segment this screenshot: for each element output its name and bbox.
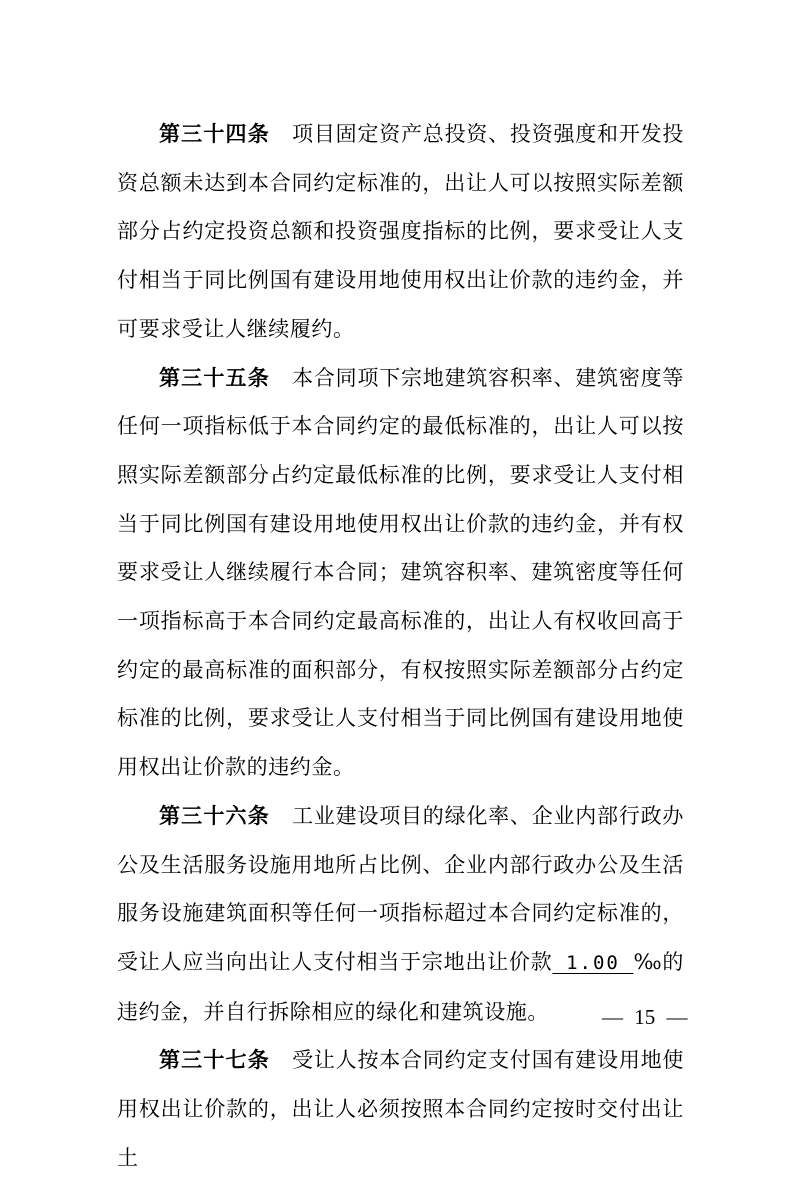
fill-in-value: 1.00 <box>552 951 634 974</box>
article-36 <box>117 792 684 1037</box>
footer-dash-left: — <box>602 1005 623 1029</box>
article-title: 第三十五条 <box>159 365 270 390</box>
article-text: 项目固定资产总投资、投资强度和开发投资总额未达到本合同约定标准的，出让人可以按照实际差额部分占约定投资总额和投资强度指标的比例，要求受让人支付相当于同比例国有建设用地使用权出让价款的违约金，并可要求受让人继续履约。 <box>117 122 684 341</box>
page-footer <box>602 1005 688 1030</box>
footer-dash-right: — <box>666 1005 688 1029</box>
article-title: 第三十七条 <box>159 1048 270 1073</box>
article-text: 工业建设项目的绿化率、企业内部行政办公及生活服务设施用地所占比例、企业内部行政办公及生活服务设施建筑面积等任何一项指标超过本合同约定标准的，受让人应当向出让人支付相当于宗地出让价款 <box>117 803 684 974</box>
article-text-after: ‰的违约金，并自行拆除相应的绿化和建筑设施。 <box>117 949 684 1024</box>
article-text: 受让人按本合同约定支付国有建设用地使用权出让价款的，出让人必须按照本合同约定按时交付出让土 <box>117 1048 684 1170</box>
article-text: 本合同项下宗地建筑容积率、建筑密度等任何一项指标低于本合同约定的最低标准的，出让人可以按照实际差额部分占约定最低标准的比例，要求受让人支付相当于同比例国有建设用地使用权出让价款的违约金，并有权要求受让人继续履行本合同；建筑容积率、建筑密度等任何一项指标高于本合同约定最高标准的，出让人有权收回高于约定的最高标准的面积部分，有权按照实际差额部分占约定标准的比例，要求受让人支付相当于同比例国有建设用地使用权出让价款的违约金。 <box>117 365 684 780</box>
article-37 <box>117 1036 684 1182</box>
page-number: 15 <box>634 1005 656 1029</box>
article-title: 第三十六条 <box>159 803 270 828</box>
article-35 <box>117 354 684 792</box>
contract-body <box>117 110 684 1182</box>
article-title: 第三十四条 <box>159 122 270 146</box>
article-34 <box>117 110 684 354</box>
